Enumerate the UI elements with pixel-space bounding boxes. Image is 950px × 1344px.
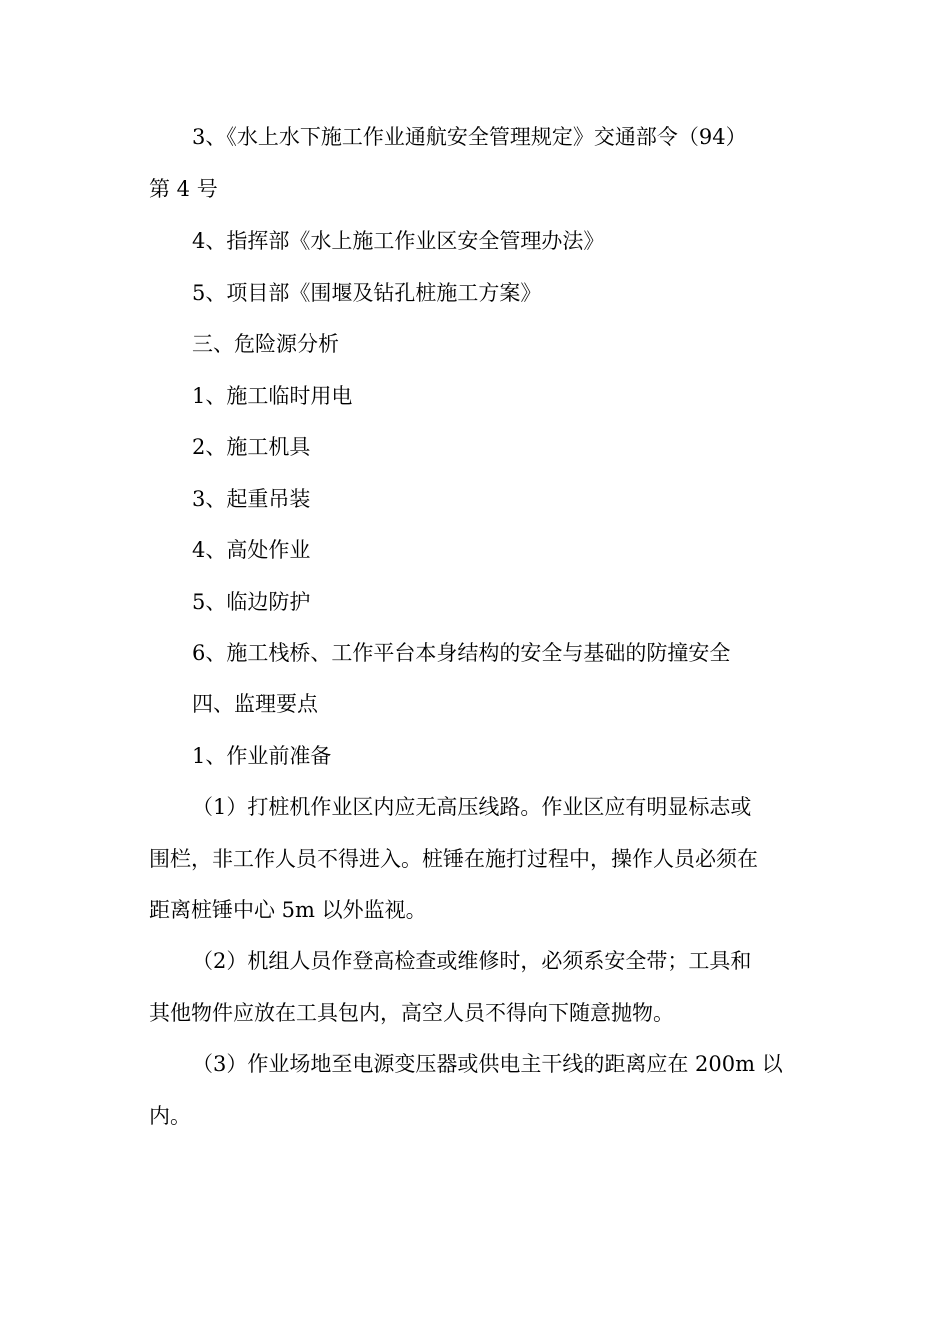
text-line-2: 第 4 号	[149, 177, 218, 201]
text-line-4: 5、项目部《围堰及钻孔桩施工方案》	[192, 281, 542, 305]
text-line-20: 内。	[149, 1104, 191, 1128]
text-line-1: 3、《水上水下施工作业通航安全管理规定》交通部令（94）	[192, 125, 747, 149]
text-line-10: 5、临边防护	[192, 590, 311, 614]
text-line-16: 距离桩锤中心 5m 以外监视。	[149, 898, 427, 922]
text-line-15: 围栏，非工作人员不得进入。桩锤在施打过程中，操作人员必须在	[149, 847, 758, 871]
text-line-8: 3、起重吊装	[192, 487, 311, 511]
text-line-14: （1）打桩机作业区内应无高压线路。作业区应有明显标志或	[192, 795, 752, 819]
text-line-11: 6、施工栈桥、工作平台本身结构的安全与基础的防撞安全	[192, 641, 731, 665]
text-line-9: 4、高处作业	[192, 538, 311, 562]
text-line-19: （3）作业场地至电源变压器或供电主干线的距离应在 200m 以	[192, 1052, 783, 1076]
section-heading-supervision-points: 四、监理要点	[192, 692, 318, 716]
section-heading-hazard-analysis: 三、危险源分析	[192, 332, 339, 356]
text-line-3: 4、指挥部《水上施工作业区安全管理办法》	[192, 229, 605, 253]
text-line-6: 1、施工临时用电	[192, 384, 353, 408]
text-line-7: 2、施工机具	[192, 435, 311, 459]
text-line-17: （2）机组人员作登高检查或维修时，必须系安全带；工具和	[192, 949, 752, 973]
text-line-18: 其他物件应放在工具包内，高空人员不得向下随意抛物。	[149, 1001, 674, 1025]
text-line-13: 1、作业前准备	[192, 744, 332, 768]
